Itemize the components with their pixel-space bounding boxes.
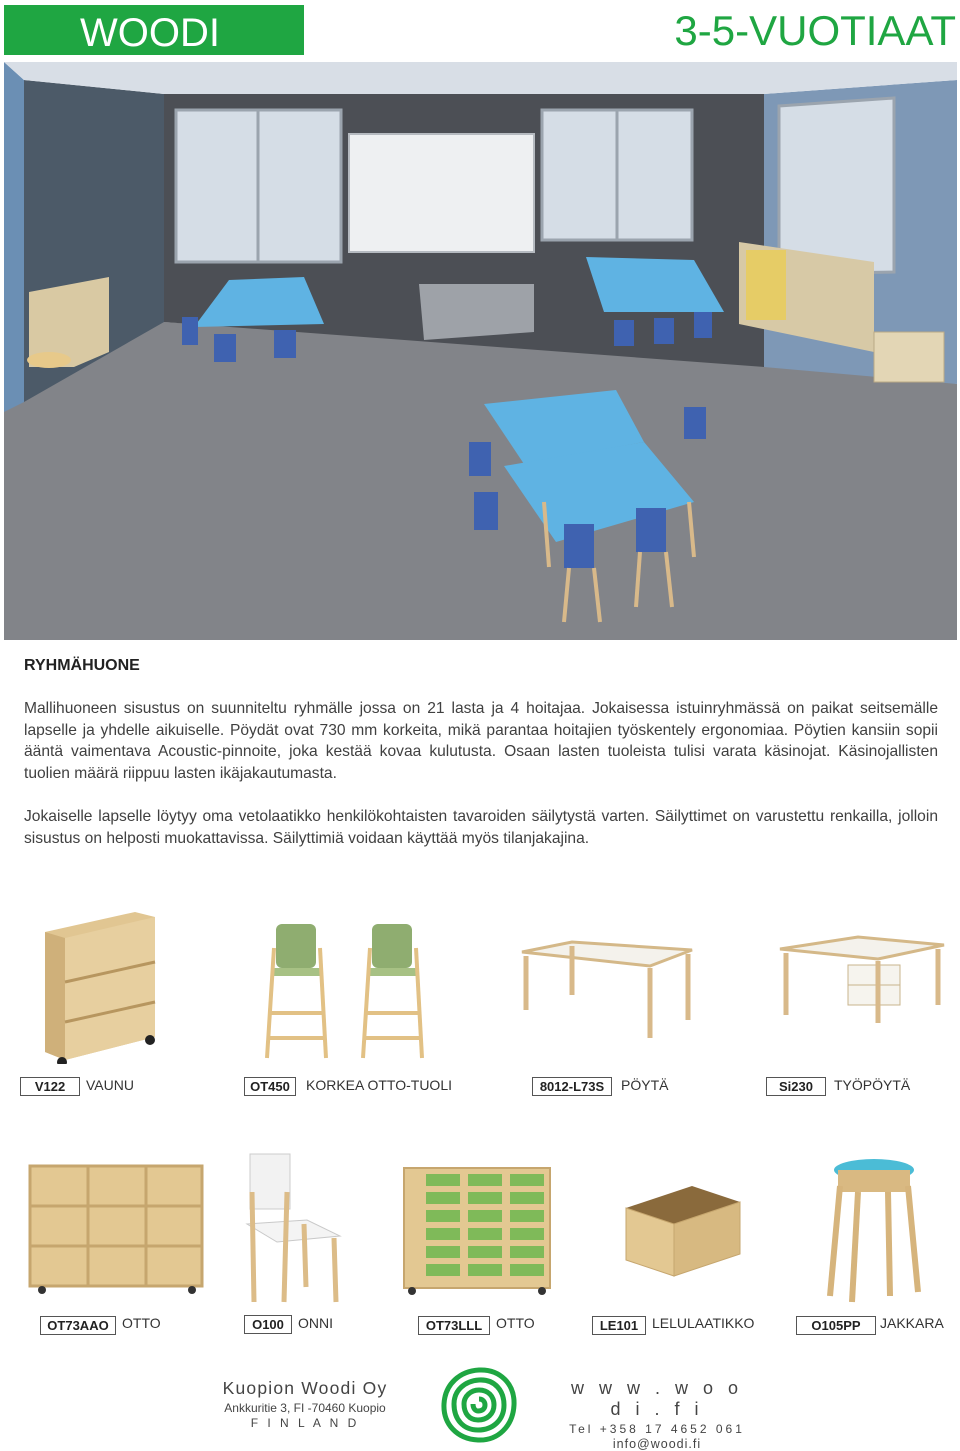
product-name: PÖYTÄ xyxy=(621,1077,669,1093)
product-image-o100 xyxy=(242,1152,347,1310)
company-name: Kuopion Woodi Oy xyxy=(222,1378,388,1398)
product-image-v122 xyxy=(40,912,160,1064)
product-code: LE101 xyxy=(592,1316,646,1335)
product-image-8012-l73s xyxy=(520,940,695,1040)
product-code: V122 xyxy=(20,1077,80,1096)
product-name: OTTO xyxy=(122,1315,161,1331)
product-code: O105PP xyxy=(796,1316,876,1335)
age-group-title: 3-5-VUOTIAAT xyxy=(674,7,956,54)
brand-bar xyxy=(4,5,304,55)
product-image-ot450 xyxy=(262,918,432,1063)
product-name: OTTO xyxy=(496,1315,535,1331)
product-code: OT73LLL xyxy=(418,1316,490,1335)
company-address: Ankkuritie 3, FI -70460 Kuopio xyxy=(224,1401,386,1415)
section-paragraph-1: Mallihuoneen sisustus on suunniteltu ryhmälle jossa on 21 lasta ja 4 hoitajaa. Jokaisessa istuinryhmässä on paikat seitsemälle lapselle ja yhdelle aikuiselle. Pöydät ovat 730 mm korkeita, mikä parantaa hoitajien työskentely ergonomiaa. Pöytien kansiin sopii ääntä vaimentava Acoustic-pinnoite, joka kestää kovaa kulutusta. Osaan lasten tuoleista tulisi varata käsinojat. Käsinojallisten tuolien määrä riippuu lasten ikäjakautumasta. xyxy=(24,700,938,782)
classroom-illustration xyxy=(4,62,957,640)
brand-title: WOODI xyxy=(80,11,220,55)
product-image-ot73aao xyxy=(28,1160,208,1296)
product-code: O100 xyxy=(244,1315,292,1334)
product-name: JAKKARA xyxy=(880,1315,944,1331)
product-name: KORKEA OTTO-TUOLI xyxy=(306,1077,452,1093)
product-image-si230 xyxy=(778,935,946,1025)
product-name: TYÖPÖYTÄ xyxy=(834,1077,911,1093)
product-image-le101 xyxy=(622,1182,744,1280)
product-name: LELULAATIKKO xyxy=(652,1315,755,1331)
product-code: OT450 xyxy=(244,1077,296,1096)
product-code: 8012-L73S xyxy=(532,1077,612,1096)
website-link[interactable]: w w w . w o o d i . f i xyxy=(570,1378,744,1419)
product-name: ONNI xyxy=(298,1315,333,1331)
woodi-logo-icon xyxy=(440,1366,518,1444)
product-image-ot73lll xyxy=(402,1166,552,1296)
product-code: Si230 xyxy=(766,1077,826,1096)
company-country: F I N L A N D xyxy=(250,1416,360,1430)
section-paragraph-2: Jokaiselle lapselle löytyy oma vetolaatikko henkilökohtaisten tavaroiden säilytystä varten. Säilyttimet on varustettu renkailla, jolloin sisustus on helposti muokattavissa. Säilyttimiä voidaan käyttää myös tilanjakajina. xyxy=(24,808,938,847)
phone-number: Tel +358 17 4652 061 xyxy=(569,1422,745,1436)
email-link[interactable]: info@woodi.fi xyxy=(612,1437,702,1451)
section-title: RYHMÄHUONE xyxy=(24,657,140,674)
product-code: OT73AAO xyxy=(40,1316,116,1335)
contact-info xyxy=(562,1378,752,1451)
product-image-o105pp xyxy=(818,1156,930,1308)
product-name: VAUNU xyxy=(86,1077,134,1093)
company-info xyxy=(220,1378,390,1430)
